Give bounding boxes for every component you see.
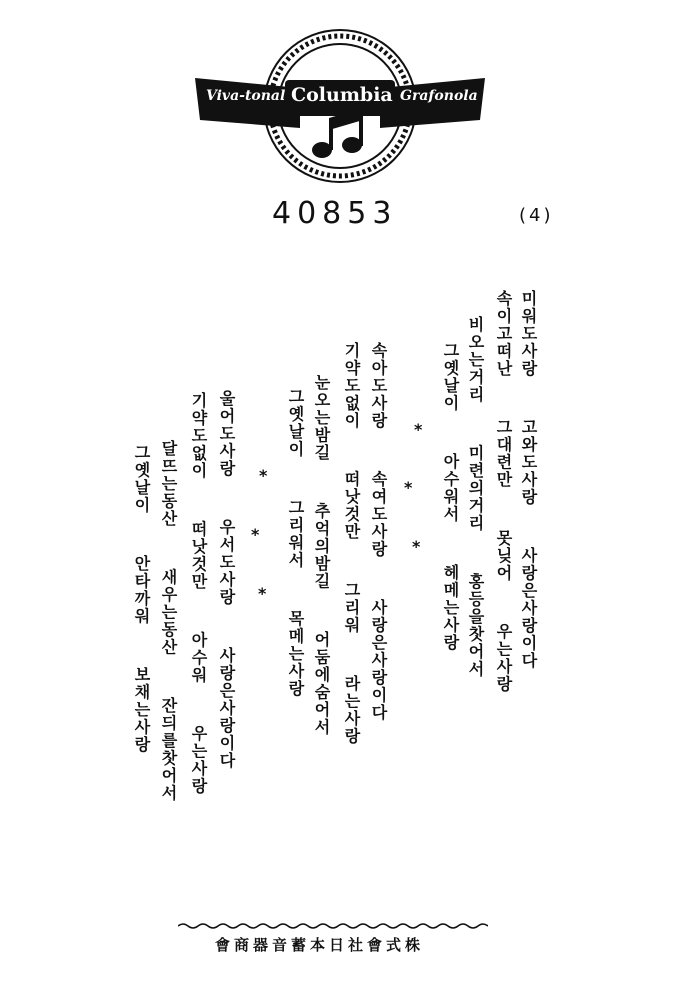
logo-left-text: Viva-tonal bbox=[206, 88, 286, 104]
separator-star: * bbox=[258, 584, 267, 603]
lyric-line-6: 기약도없이 떠낫것만 그리워 라는사랑 bbox=[342, 342, 361, 745]
separator-star: * bbox=[251, 525, 260, 544]
lyric-line-4: 그옛날이 아수워서 헤메는사랑 bbox=[441, 342, 460, 652]
lyric-line-3: 비오는거리 미련의거리 홍등을찻어서 bbox=[466, 316, 485, 678]
separator-star: * bbox=[414, 420, 423, 439]
footer-wavy-rule bbox=[178, 922, 488, 930]
logo-right-text: Grafonola bbox=[400, 88, 478, 104]
separator-star: * bbox=[404, 478, 413, 497]
lyric-line-2: 속이고떠난 그대련만 못닞어 우는사랑 bbox=[494, 290, 513, 693]
publisher-footer: 會商器音蓄本日社會式株 bbox=[215, 936, 425, 954]
lyric-line-5: 속아도사랑 속여도사랑 사랑은사랑이다 bbox=[369, 342, 388, 722]
separator-star: * bbox=[412, 537, 421, 556]
page-number: (4) bbox=[519, 205, 554, 226]
columbia-emblem bbox=[190, 28, 490, 188]
lyric-line-8: 그옛날이 그리워서 목메는사랑 bbox=[286, 388, 305, 698]
lyric-line-10: 기약도없이 떠낫것만 아수워 우는사랑 bbox=[189, 392, 208, 795]
separator-star: * bbox=[259, 466, 268, 485]
lyric-line-7: 눈오는밤길 추억의밤길 어둠에숨어서 bbox=[312, 374, 331, 736]
columbia-logo bbox=[190, 28, 490, 188]
lyric-line-11: 달뜨는동산 새우는동산 잔듸를찻어서 bbox=[159, 440, 178, 802]
lyric-line-9: 울어도사랑 우서도사랑 사랑은사랑이다 bbox=[217, 390, 236, 770]
lyric-line-1: 미워도사랑 고와도사랑 사랑은사랑이다 bbox=[519, 290, 538, 670]
record-number: 40853 bbox=[272, 196, 398, 231]
logo-center-text: Columbia bbox=[291, 84, 393, 106]
lyric-line-12: 그옛날이 안타까워 보채는사랑 bbox=[132, 444, 151, 754]
